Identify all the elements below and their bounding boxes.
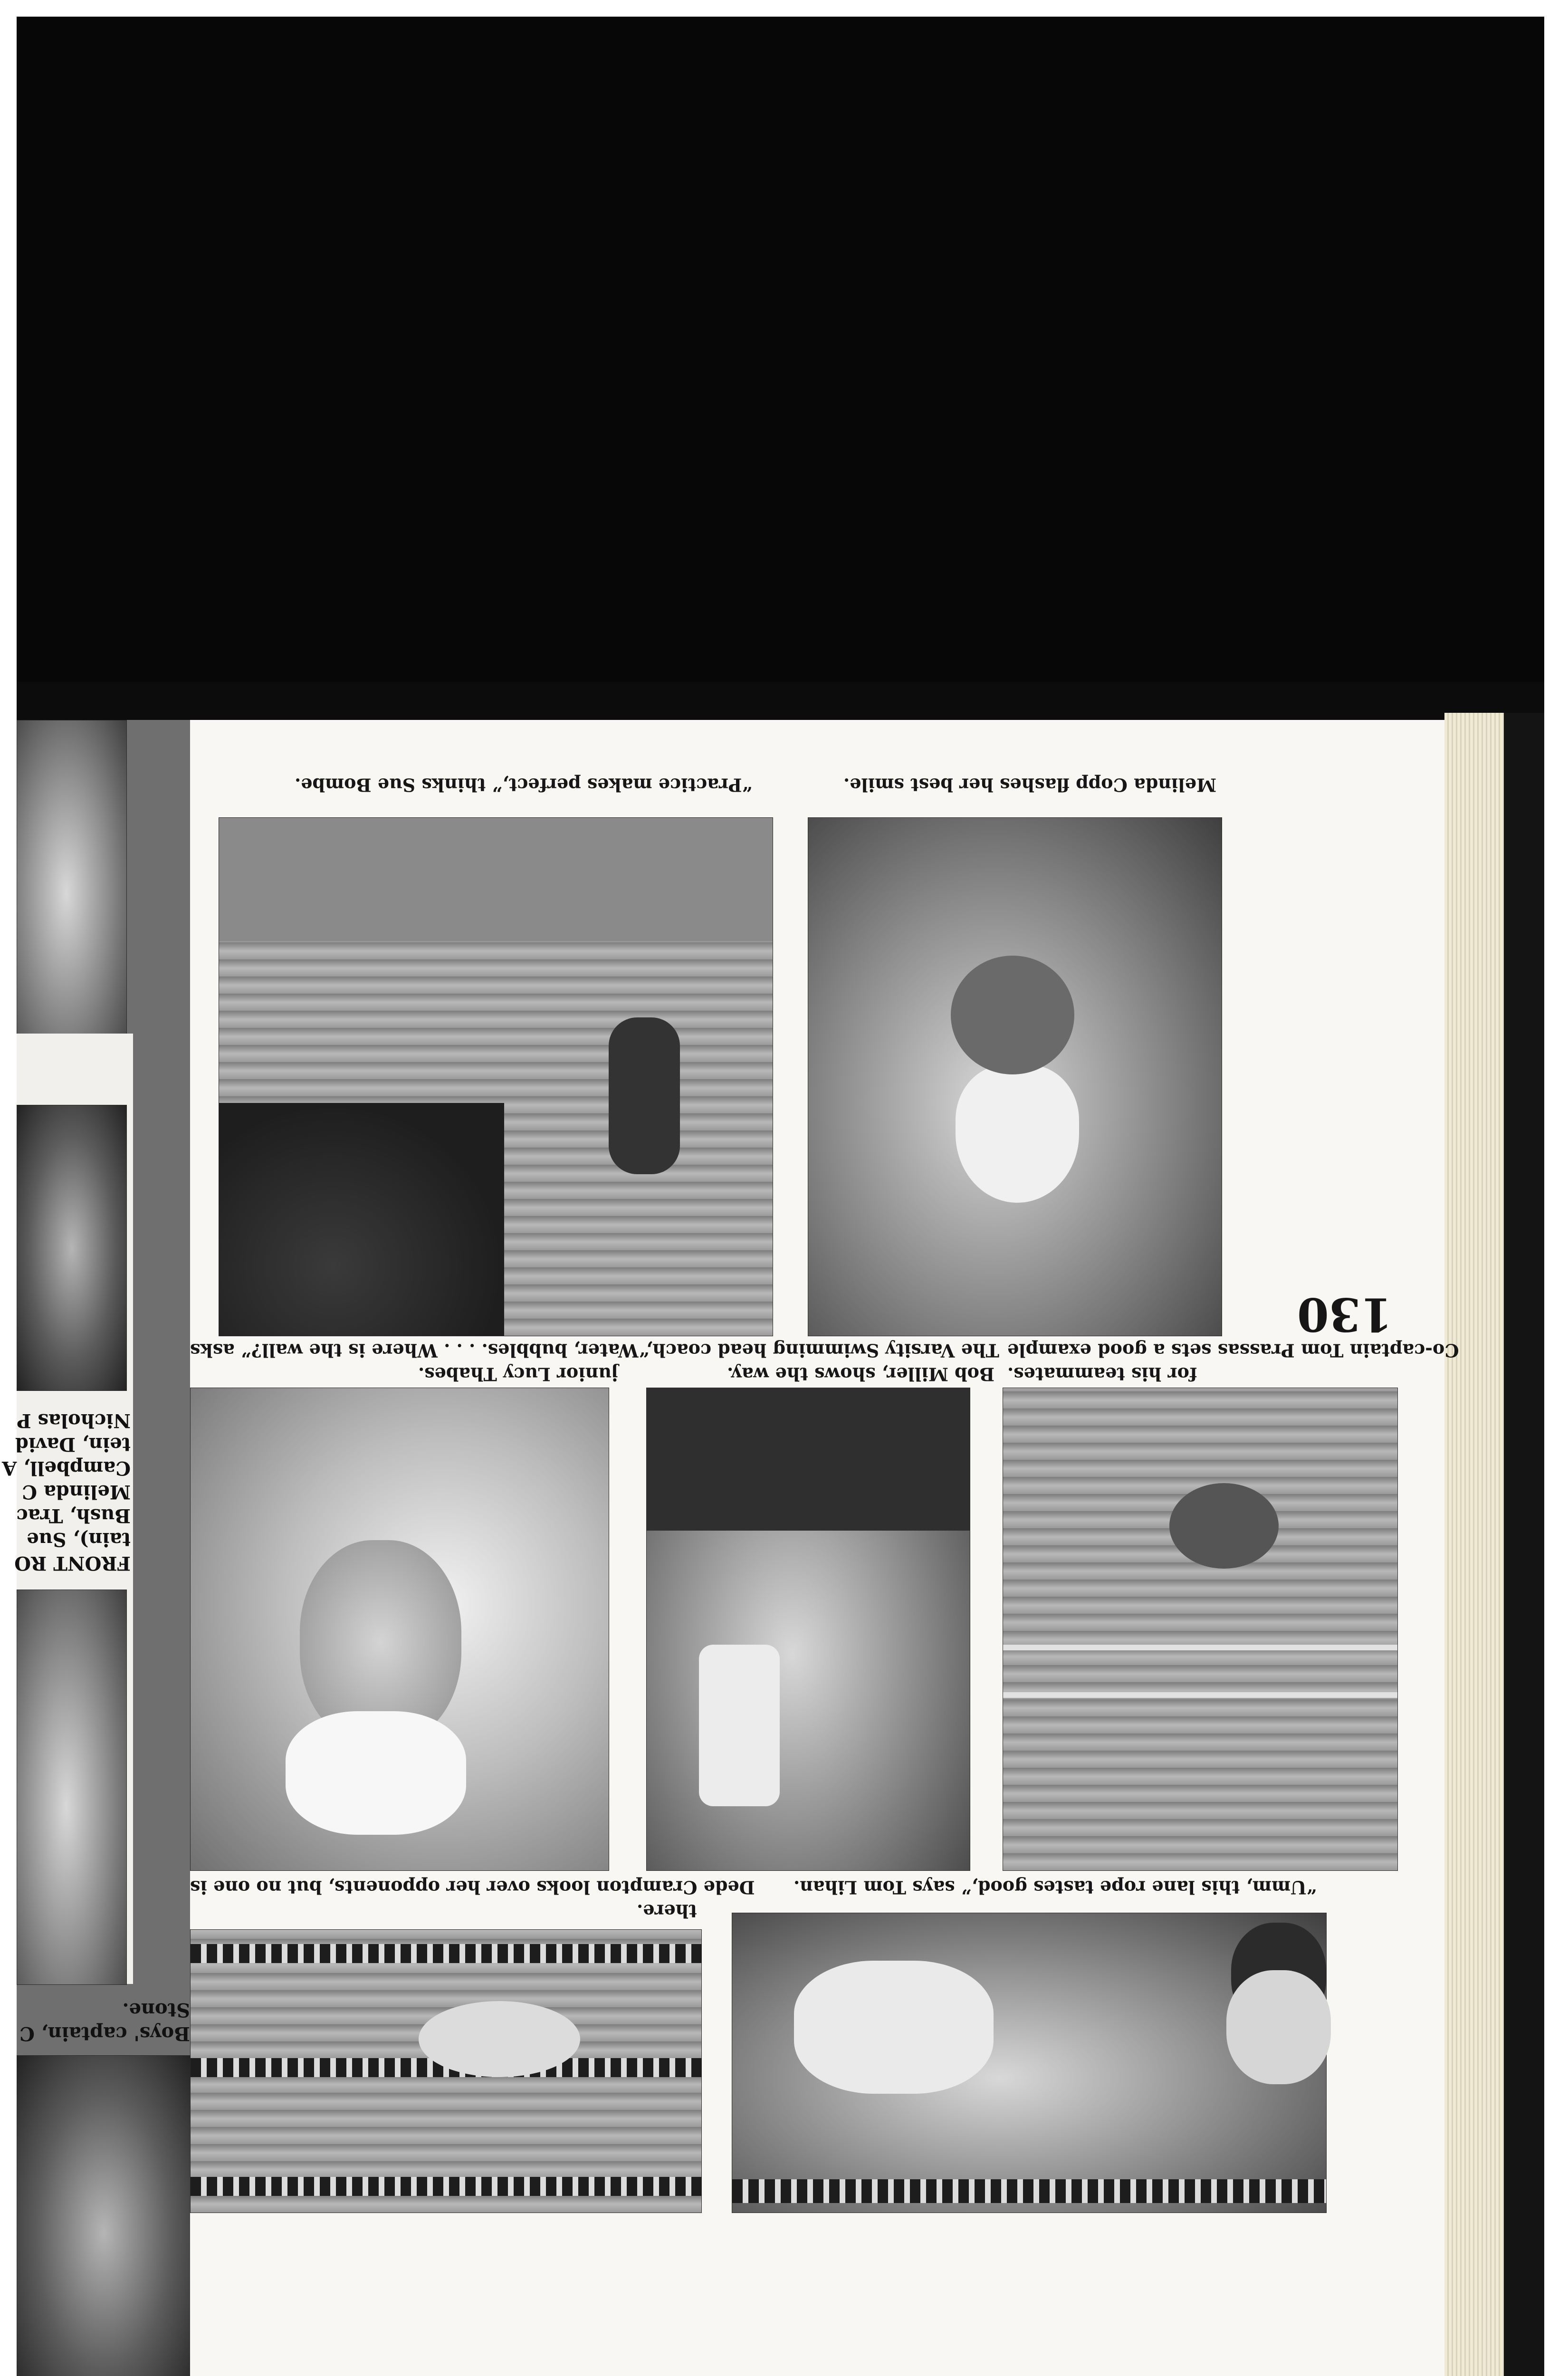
back-cover-edge [1504,713,1544,2376]
page-number: 130 [1297,1287,1393,1341]
left-caption-line: Melinda C [22,1481,131,1503]
photo-tom-prassas [1003,1388,1398,1871]
page-edges [1444,713,1504,2376]
caption-melinda-copp: Melinda Copp flashes her best smile. [843,774,1217,796]
left-photo-group [17,1590,127,1985]
photo-tom-lihan [732,1913,1327,2213]
boys-captain-caption-1: Boys' captain, C [19,2022,190,2045]
left-caption-line: tein, David [15,1433,131,1456]
caption-tom-prassas-line1: Co-captain Tom Prassas sets a good example [1007,1340,1459,1361]
photo-lucy-thabes [190,1388,609,1871]
photo-melinda-copp [808,817,1222,1336]
left-photo-team [17,1105,127,1391]
left-caption-line: tain), Sue [27,1528,131,1551]
left-facing-page [2,720,190,2376]
left-caption-line: FRONT RO [14,1552,131,1574]
caption-dede-crampton-line1: Dede Crampton looks over her opponents, but no one is [190,1877,755,1898]
caption-lucy-thabes-line1: “Water, bubbles. . . . Where is the wall?” asks [190,1340,650,1361]
caption-sue-bombe: “Practice makes perfect,” thinks Sue Bombe. [295,774,753,796]
caption-tom-lihan: “Umm, this lane rope tastes good,” says Tom Lihan. [794,1877,1317,1898]
caption-lucy-thabes-line2: junior Lucy Thabes. [418,1363,618,1385]
caption-bob-miller-line1: The Varsity Swimming head coach, [646,1340,999,1361]
left-page-text-area [2,1034,133,1984]
left-caption-line: Campbell, A [2,1457,131,1479]
left-caption-line: Bush, Trac [16,1504,131,1527]
boys-captain-caption-2: Stone. [122,1999,190,2021]
left-photo-bottom [17,2055,191,2376]
scan-background [17,17,1544,722]
caption-tom-prassas-line2: for his teammates. [1007,1363,1197,1385]
caption-dede-crampton-line2: there. [637,1900,697,1922]
caption-bob-miller-line2: Bob Miller, shows the way. [727,1363,995,1385]
left-photo-top [17,720,127,1035]
photo-dede-crampton [190,1929,702,2213]
book-cover-edge [17,682,1544,725]
left-caption-line: Nicholas P [17,1409,131,1432]
photo-bob-miller [646,1388,970,1871]
photo-sue-bombe-diving [219,817,773,1336]
